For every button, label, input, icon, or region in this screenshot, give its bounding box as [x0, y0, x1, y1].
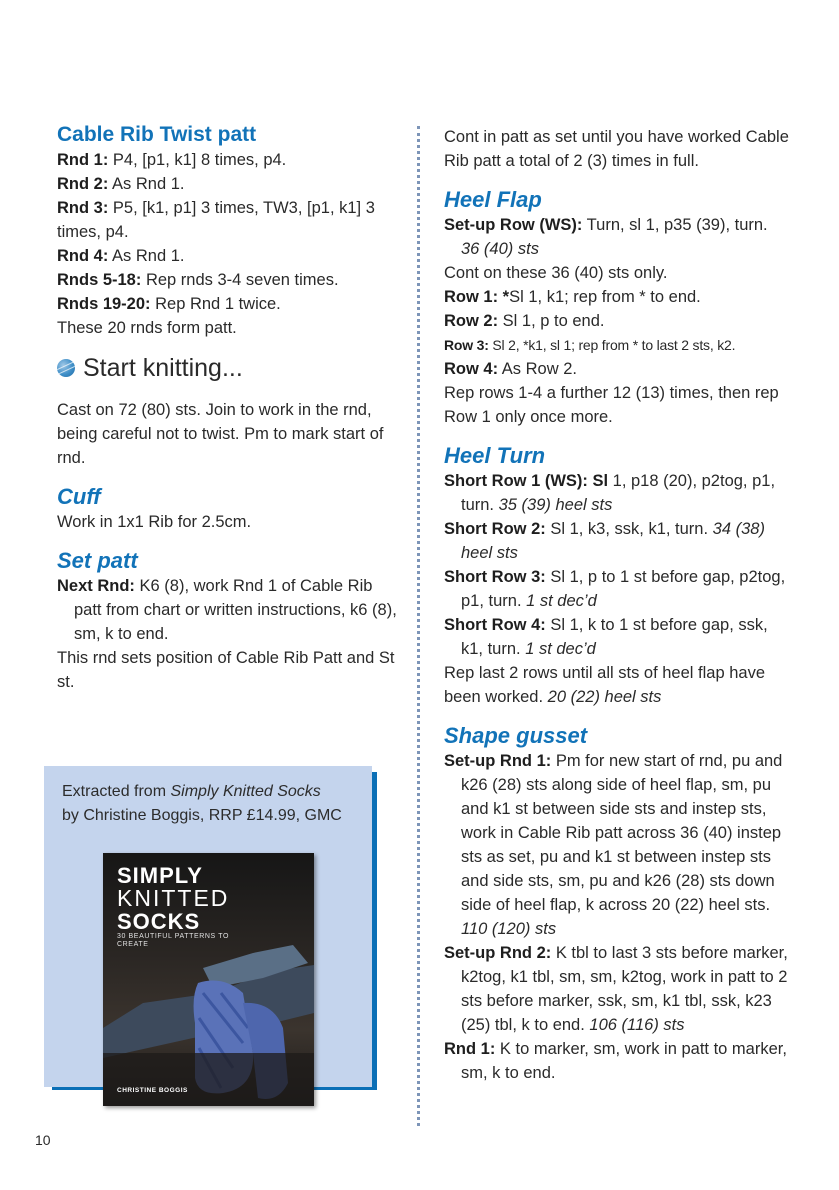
set-patt-title: Set patt — [57, 548, 138, 573]
start-text: Cast on 72 (80) sts. Join to work in the rnd, being careful not to twist. Pm to mark start of rnd. — [57, 401, 384, 467]
start-knitting-title: Start knitting... — [83, 354, 243, 382]
left-column — [57, 122, 399, 694]
heel-turn-short-row-3: Short Row 3: Sl 1, p to 1 st before gap, p2tog, p1, turn. 1 st dec’d — [444, 568, 786, 610]
heel-turn-short-row-4: Short Row 4: Sl 1, k to 1 st before gap, ssk, k1, turn. 1 st dec’d — [444, 616, 768, 658]
cuff-text: Work in 1x1 Rib for 2.5cm. — [57, 513, 252, 531]
gusset-rnd-1: Rnd 1: K to marker, sm, work in patt to marker, sm, k to end. — [444, 1040, 787, 1082]
book-subtitle: 30 BEAUTIFUL PATTERNS TO CREATE — [117, 933, 230, 948]
start-knitting-heading — [57, 356, 399, 380]
pattern-row-3: Rnd 3: P5, [k1, p1] 3 times, TW3, [p1, k1] 3 times, p4. — [57, 199, 375, 241]
heel-turn-short-row-2: Short Row 2: Sl 1, k3, ssk, k1, turn. 34 (38) heel sts — [444, 520, 765, 562]
book-title-line-2: KNITTED — [117, 885, 230, 911]
right-column — [444, 125, 789, 1085]
heel-flap-repeat: Rep rows 1-4 a further 12 (13) times, then rep Row 1 only once more. — [444, 384, 779, 426]
book-cover — [103, 853, 314, 1106]
pattern-row-4: Rnd 4: As Rnd 1. — [57, 247, 185, 265]
heel-flap-row-2: Row 2: Sl 1, p to end. — [444, 312, 605, 330]
book-title-line-3: SOCKS — [117, 909, 201, 934]
pattern-row-1: Rnd 1: P4, [p1, k1] 8 times, p4. — [57, 151, 287, 169]
pattern-row-6: Rnds 19-20: Rep Rnd 1 twice. — [57, 295, 281, 313]
heel-flap-row-3: Row 3: Sl 2, *k1, sl 1; rep from * to last 2 sts, k2. — [444, 337, 736, 353]
heel-turn-title: Heel Turn — [444, 443, 546, 468]
column-divider — [417, 126, 420, 1126]
pattern-note: These 20 rnds form patt. — [57, 319, 237, 337]
book-author: CHRISTINE BOGGIS — [117, 1087, 188, 1094]
ad-line-1: Extracted from Simply Knitted Socks — [62, 783, 321, 800]
ad-line-2: by Christine Boggis, RRP £14.99, GMC — [62, 807, 342, 824]
heel-flap-setup-count: 36 (40) sts — [461, 240, 539, 258]
gusset-setup-rnd-2: Set-up Rnd 2: K tbl to last 3 sts before marker, k2tog, k1 tbl, sm, sm, k2tog, work in patt to 2 sts before marker, ssk, sm, k1 tbl, ssk, k23 (25) tbl, k to end. 106 (116) sts — [444, 944, 788, 1034]
heel-flap-setup-row: Set-up Row (WS): Turn, sl 1, p35 (39), turn. — [444, 216, 768, 234]
gusset-setup-rnd-1: Set-up Rnd 1: Pm for new start of rnd, pu and k26 (28) sts along side of heel flap, sm, pu and k1 st between side sts and instep sts, work in Cable Rib patt across 36 (40) instep sts as set, pu and k1 st between instep sts and side sts, sm, pu and k26 (28) sts down side of heel flap, k across 20 (22) heel sts. 110 (120) sts — [444, 752, 783, 938]
heel-turn-repeat: Rep last 2 rows until all sts of heel flap have been worked. 20 (22) heel sts — [444, 664, 766, 706]
intro-text: Cont in patt as set until you have worked Cable Rib patt a total of 2 (3) times in full. — [444, 128, 789, 170]
heel-flap-row-4: Row 4: As Row 2. — [444, 360, 577, 378]
set-patt-row: Next Rnd: K6 (8), work Rnd 1 of Cable Rib patt from chart or written instructions, k6 (8), sm, k to end. — [57, 577, 397, 643]
heel-flap-cont: Cont on these 36 (40) sts only. — [444, 264, 668, 282]
yarn-ball-icon — [57, 359, 75, 377]
cuff-title: Cuff — [57, 484, 101, 509]
heel-turn-short-row-1: Short Row 1 (WS): Sl 1, p18 (20), p2tog, p1, turn. 35 (39) heel sts — [444, 472, 776, 514]
heel-flap-row-1: Row 1: *Sl 1, k1; rep from * to end. — [444, 288, 701, 306]
book-title-line-1: SIMPLY — [117, 863, 203, 888]
pattern-title: Cable Rib Twist patt — [57, 123, 257, 146]
set-patt-note: This rnd sets position of Cable Rib Patt and St st. — [57, 649, 395, 691]
page-number: 10 — [35, 1132, 51, 1148]
pattern-row-5: Rnds 5-18: Rep rnds 3-4 seven times. — [57, 271, 339, 289]
heel-flap-title: Heel Flap — [444, 187, 542, 212]
ad-text — [62, 780, 362, 828]
shape-gusset-title: Shape gusset — [444, 723, 588, 748]
pattern-row-2: Rnd 2: As Rnd 1. — [57, 175, 185, 193]
